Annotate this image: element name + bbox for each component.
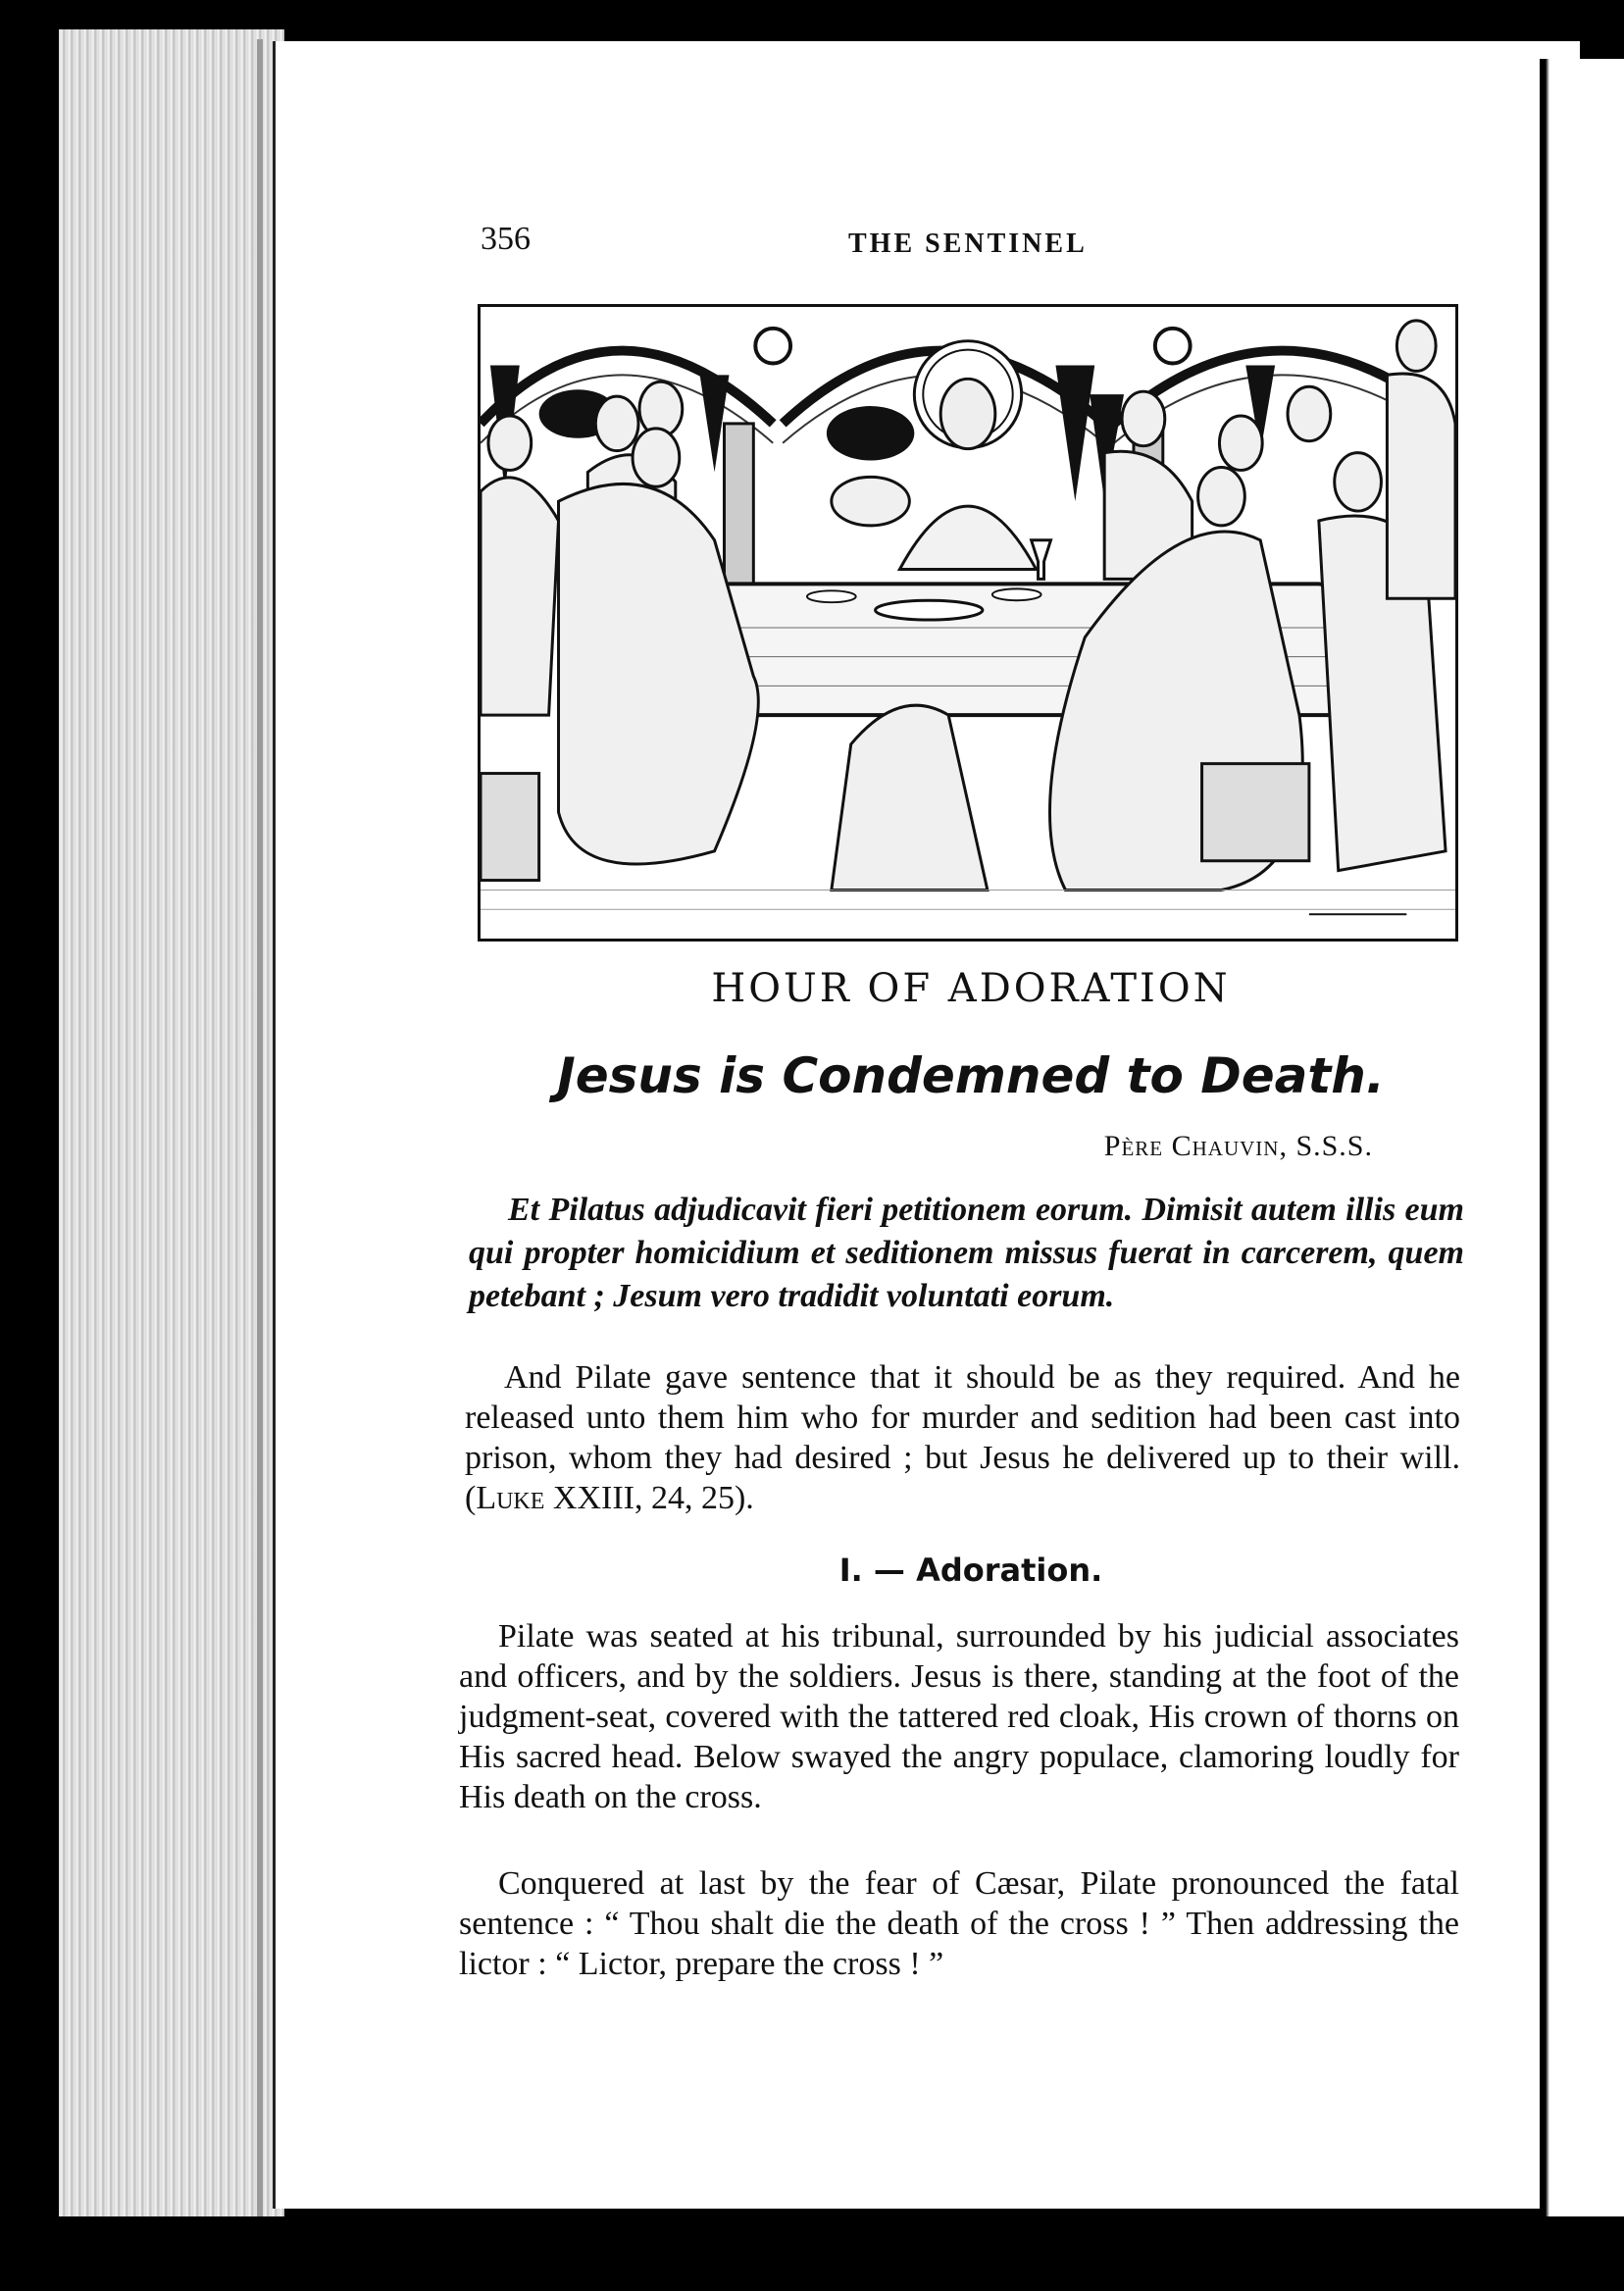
subheading-adoration: I. — Adoration. [838,1552,1103,1589]
page-stack-edges [59,29,284,2216]
body-paragraph: Pilate was seated at his tribunal, surrounded by his judicial associates and officers, and by the soldiers. Jesus is there, standing at the foot of the judgment-seat, covered with the tattered red cloak, His crown of thorns on His sacred head. Below swayed the angry populace, clamoring loudly for His death on the cross. [459,1618,1459,1815]
body-paragraph: Conquered at last by the fear of Cæsar, Pilate pronounced the fatal sentence : “ Thou shalt die the death of the cross ! ” Then addressing the lictor : “ Lictor, prepare the cross ! ” [459,1865,1459,1982]
english-epigraph-text: And Pilate gave sentence that it should be as they required. And he released unto them him who for murder and sedition had been cast into prison, whom they had desired ; but Jesus he delivered up to their will. [465,1359,1460,1476]
scripture-reference: (Luke XXIII, 24, 25). [465,1480,754,1516]
last-supper-illustration [478,304,1458,942]
article-title: Jesus is Condemned to Death. [557,1047,1385,1104]
engraving-drawing [481,307,1455,939]
running-title: THE SENTINEL [848,229,1088,259]
page-header [481,221,1461,270]
author-byline: Père Chauvin, S.S.S. [1103,1130,1373,1162]
gutter-line [257,39,263,2216]
page-number: 356 [481,221,531,257]
english-epigraph [465,1357,1460,1518]
next-page-edge [1540,59,1624,2216]
section-heading: HOUR OF ADORATION [711,966,1231,1011]
latin-epigraph: Et Pilatus adjudicavit fieri petitionem eorum. Dimisit autem illis eum qui propter homicidium et seditionem missus fuerat in carcerem, quem petebant ; Jesum vero tradidit voluntati eorum. [469,1192,1464,1314]
